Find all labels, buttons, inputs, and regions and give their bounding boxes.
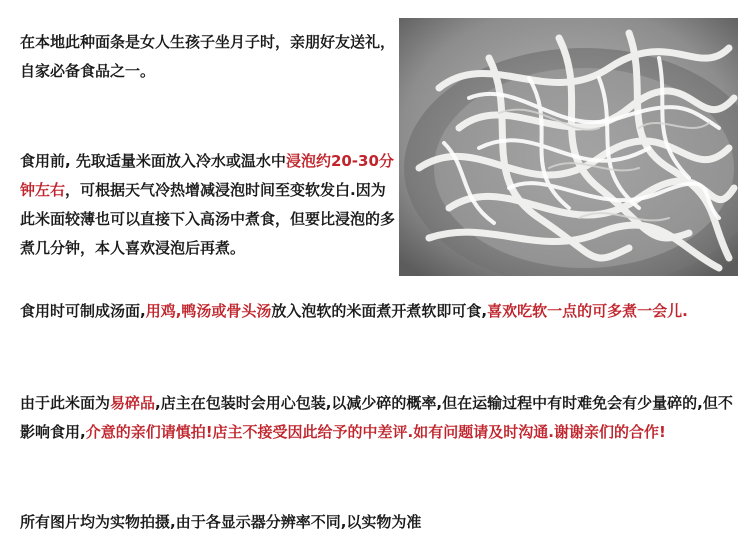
soup-text-1: 食用时可制成汤面, — [20, 302, 146, 320]
usage-text-2: ，可根据天气冷热增减浸泡时间至变软发白.因为此米面较薄也可以直接下入高汤中煮食，但要比浸泡的多煮几分钟，本人喜欢浸泡后再煮。 — [20, 181, 396, 257]
rice-noodle-photo — [399, 18, 738, 276]
intro-text: 在本地此种面条是女人生孩子坐月子时，亲朋好友送礼，自家必备食品之一。 — [20, 33, 396, 80]
noodle-illustration — [399, 18, 738, 276]
review-warning-highlight: 介意的亲们请慎拍!店主不接受因此给予的中差评.如有问题请及时沟通.谢谢亲们的合作! — [85, 423, 666, 441]
soup-paragraph — [20, 297, 735, 326]
fragile-text-2: ,店主在包装时会用心包装,以减少碎的概率,但在运输过程中有时难免会有少量碎的,但不影响食用, — [20, 394, 733, 441]
fragile-paragraph — [20, 389, 735, 447]
fragile-item-highlight: 易碎品 — [110, 394, 156, 412]
broth-highlight: 用鸡,鸭汤或骨头汤 — [145, 302, 272, 320]
usage-text-1: 食用前, 先取适量米面放入冷水或温水中 — [20, 152, 286, 170]
fragile-text-1: 由于此米面为 — [20, 394, 111, 412]
photo-note-paragraph — [20, 508, 735, 537]
soak-time-highlight: 浸泡约20-30分钟左右 — [20, 152, 394, 199]
photo-note-text: 所有图片均为实物拍摄,由于各显示器分辨率不同,以实物为准 — [20, 513, 422, 531]
cook-longer-highlight: 喜欢吃软一点的可多煮一会儿. — [487, 302, 688, 320]
usage-paragraph — [20, 147, 395, 263]
soup-text-2: 放入泡软的米面煮开煮软即可食, — [271, 302, 488, 320]
intro-paragraph — [20, 28, 395, 86]
